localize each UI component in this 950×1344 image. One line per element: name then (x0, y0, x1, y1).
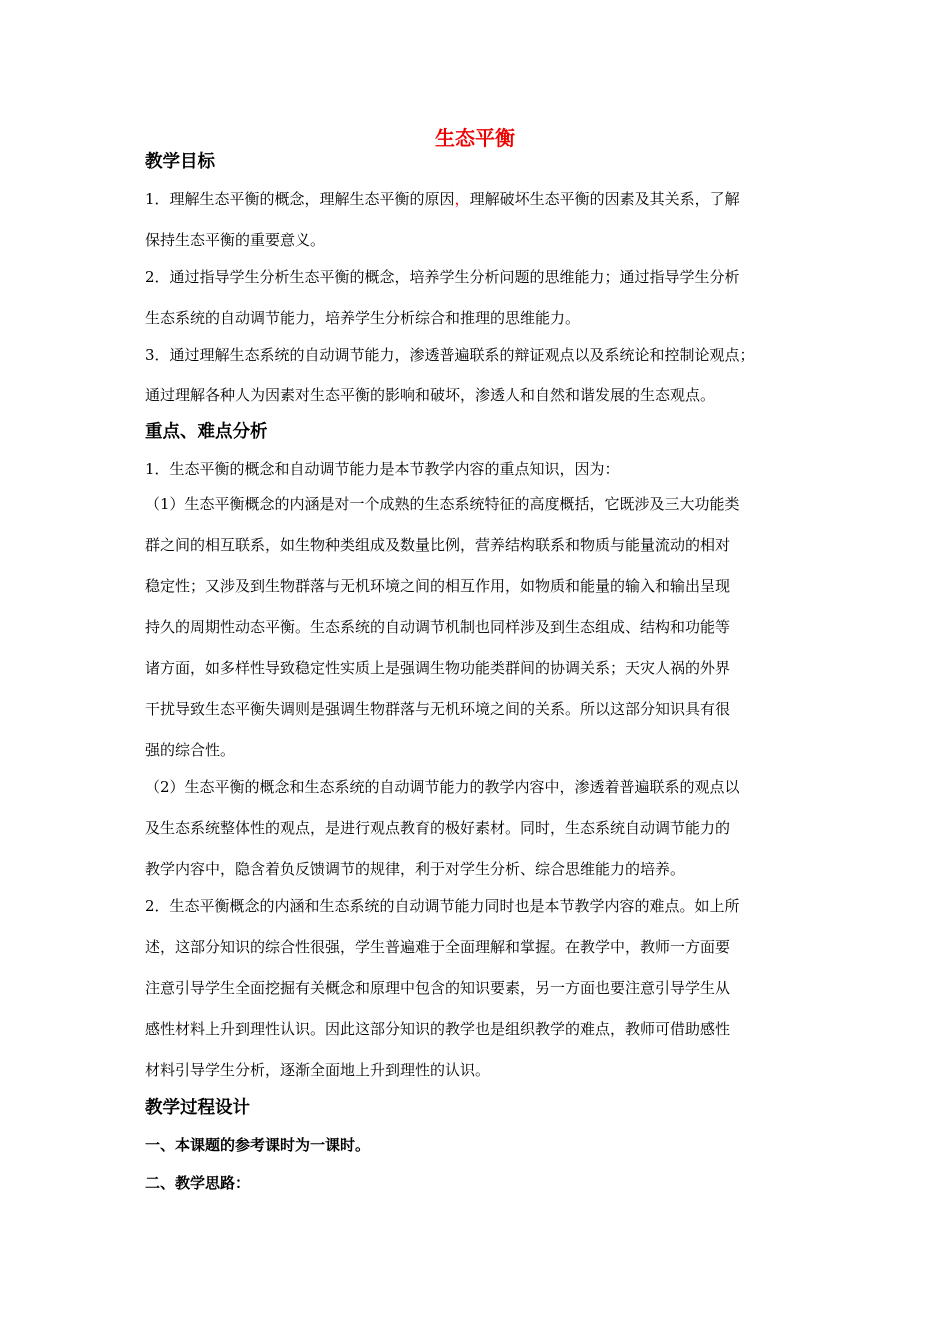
section-heading-key-points (145, 419, 825, 445)
paragraph-line: 强的综合性。 (145, 741, 236, 759)
subheading-class-hours (145, 1134, 825, 1156)
paragraph-line: 群之间的相互联系，如生物种类组成及数量比例，营养结构联系和物质与能量流动的相对 (145, 536, 731, 554)
paragraph-line: 2．生态平衡概念的内涵和生态系统的自动调节能力同时也是本节教学内容的难点。如上所 (145, 897, 740, 915)
paragraph-line: 持久的周期性动态平衡。生态系统的自动调节机制也同样涉及到生态组成、结构和功能等 (145, 618, 731, 636)
paragraph-line: 稳定性；又涉及到生物群落与无机环境之间的相互作用，如物质和能量的输入和输出呈现 (145, 577, 731, 595)
paragraph-line: 1．理解生态平衡的概念，理解生态平衡的原因，理解破坏生态平衡的因素及其关系，了解 (145, 190, 740, 208)
paragraph-line: 2．通过指导学生分析生态平衡的概念，培养学生分析问题的思维能力；通过指导学生分析 (145, 268, 740, 286)
paragraph-line: 材料引导学生分析，逐渐全面地上升到理性的认识。 (145, 1061, 491, 1079)
paragraph-line: 1．生态平衡的概念和自动调节能力是本节教学内容的重点知识，因为： (145, 460, 620, 478)
subheading: 一、本课题的参考课时为一课时。 (145, 1136, 371, 1154)
paragraph-line: 诸方面，如多样性导致稳定性实质上是强调生物功能类群间的协调关系；天灾人祸的外界 (145, 659, 731, 677)
paragraph-line: 及生态系统整体性的观点，是进行观点教育的极好素材。同时，生态系统自动调节能力的 (145, 819, 731, 837)
paragraph-line: 感性材料上升到理性认识。因此这部分知识的教学也是组织教学的难点，教师可借助感性 (145, 1020, 731, 1038)
section-heading: 教学过程设计 (145, 1098, 250, 1118)
section-heading: 教学目标 (145, 152, 215, 172)
paragraph-line: 教学内容中，隐含着负反馈调节的规律，利于对学生分析、综合思维能力的培养。 (145, 860, 686, 878)
paragraph-line: （2）生态平衡的概念和生态系统的自动调节能力的教学内容中，渗透着普遍联系的观点以 (145, 778, 740, 796)
section-heading-objectives (145, 149, 825, 175)
paragraph-line: （1）生态平衡概念的内涵是对一个成熟的生态系统特征的高度概括，它既涉及三大功能类 (145, 495, 740, 513)
paragraph-line: 3．通过理解生态系统的自动调节能力，渗透普遍联系的辩证观点以及系统论和控制论观点； (145, 346, 755, 364)
paragraph-line: 保持生态平衡的重要意义。 (145, 231, 326, 249)
document-title: 生态平衡 (435, 126, 515, 150)
paragraph-line: 注意引导学生全面挖掘有关概念和原理中包含的知识要素，另一方面也要注意引导学生从 (145, 979, 731, 997)
red-comma: ， (454, 190, 470, 208)
paragraph-line: 通过理解各种人为因素对生态平衡的影响和破坏，渗透人和自然和谐发展的生态观点。 (145, 386, 716, 404)
paragraph-line: 述，这部分知识的综合性很强，学生普遍难于全面理解和掌握。在教学中，教师一方面要 (145, 938, 731, 956)
paragraph-line: 干扰导致生态平衡失调则是强调生物群落与无机环境之间的关系。所以这部分知识具有很 (145, 700, 731, 718)
section-heading-process (145, 1095, 825, 1121)
paragraph-line: 生态系统的自动调节能力，培养学生分析综合和推理的思维能力。 (145, 309, 581, 327)
subheading: 二、教学思路： (145, 1174, 251, 1192)
subheading-teaching-ideas (145, 1172, 825, 1194)
section-heading: 重点、难点分析 (145, 422, 268, 442)
